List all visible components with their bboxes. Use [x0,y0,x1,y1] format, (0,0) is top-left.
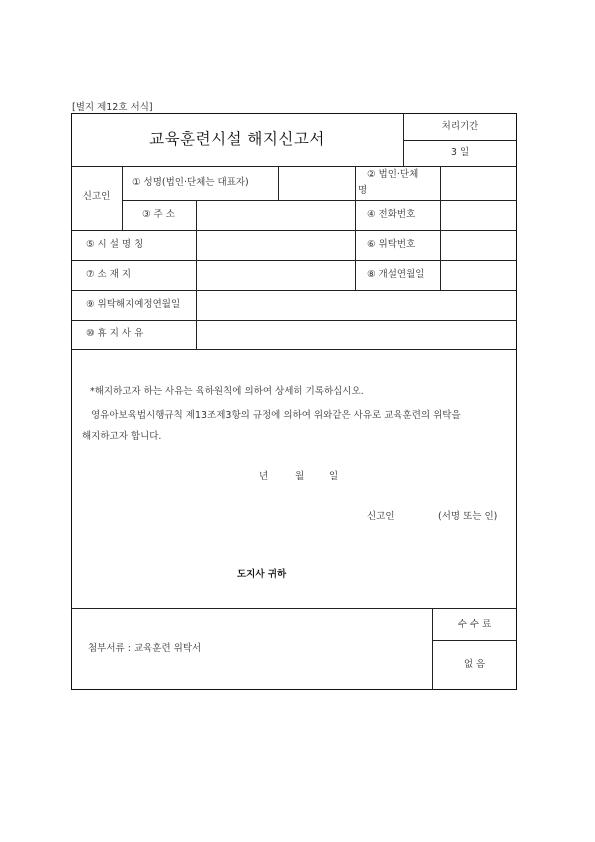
attachments-label: 첨부서류 : 교육훈련 위탁서 [88,643,202,654]
facility-name-field[interactable] [197,231,354,259]
reporter-group-label: 신고인 [82,191,111,202]
instruction-note: *해지하고자 하는 사유는 육하원칙에 의하여 상세히 기록하십시오. [90,386,364,397]
middle-column-divider [355,166,356,290]
opened-date-label: ⑧ 개설연월일 [367,269,425,280]
trust-number-field[interactable] [441,231,516,259]
form-number-label: [별지 제12호 서식] [72,102,153,113]
fee-label: 수 수 료 [457,619,492,630]
planned-date-label: ⑨ 위탁해지예정연월일 [86,299,181,310]
phone-label: ④ 전화번호 [367,209,416,220]
date-month: 월 [295,471,305,482]
processing-period-divider [403,140,517,141]
address-field[interactable] [197,201,354,229]
name-label: ① 성명(법인·단체는 대표자) [132,177,249,188]
reporter-group-divider [122,166,123,230]
address-label: ③ 주 소 [142,209,175,220]
corporation-field[interactable] [441,167,516,199]
trust-number-label: ⑥ 위탁번호 [367,239,416,250]
fee-value: 없 음 [463,659,486,670]
date-year: 년 [259,471,269,482]
fee-divider [432,640,517,641]
location-label: ⑦ 소 재 지 [86,269,132,280]
processing-period-value: 3 일 [450,147,470,158]
planned-date-field[interactable] [197,291,516,319]
statement-line-2: 해지하고자 합니다. [82,431,162,442]
corporation-label: ② 법인·단체 [367,169,419,180]
facility-name-label: ⑤ 시 설 명 칭 [86,239,144,250]
footer-divider [71,608,517,609]
name-field[interactable] [279,167,354,199]
reason-field[interactable] [197,321,516,348]
reason-label: ⑩ 휴 지 사 유 [86,328,144,339]
processing-period-label: 처리기간 [441,121,479,132]
opened-date-field[interactable] [441,261,516,289]
signer-label: 신고인 [367,511,395,522]
corporation-label-cont: 명 [358,185,368,196]
date-day: 일 [329,471,339,482]
addressee: 도지사 귀하 [237,569,287,580]
signature-hint: (서명 또는 인) [438,511,498,522]
statement-line-1: 영유아보육법시행규칙 제13조제3항의 규정에 의하여 위와같은 사유로 교육훈련의 위탁을 [91,410,461,421]
form-title: 교육훈련시설 해지신고서 [149,130,325,148]
location-field[interactable] [197,261,354,289]
reason-row-divider [71,349,517,350]
phone-field[interactable] [441,201,516,229]
